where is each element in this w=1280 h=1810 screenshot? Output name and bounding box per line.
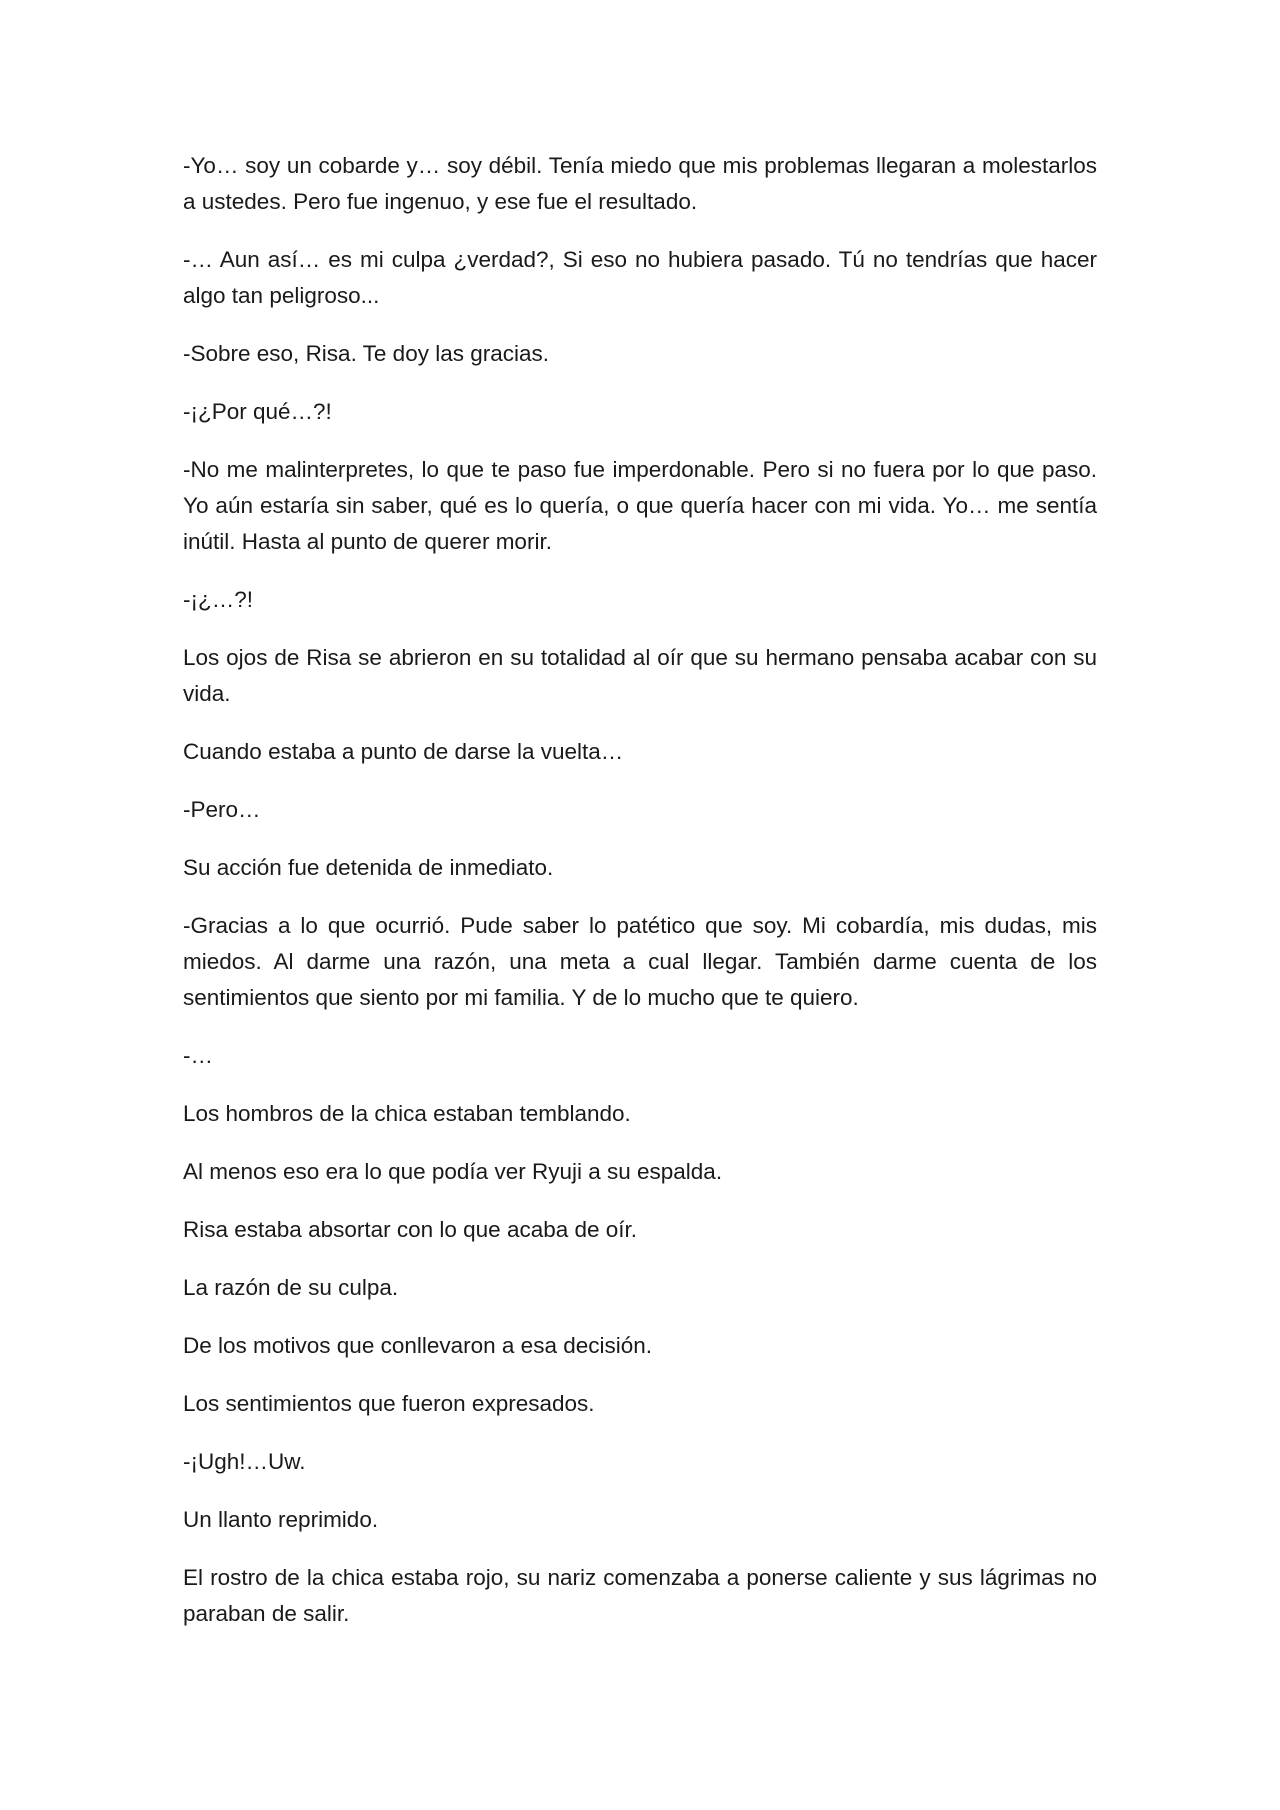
paragraph-3: -Sobre eso, Risa. Te doy las gracias. xyxy=(183,341,550,366)
paragraph-18: Los sentimientos que fueron expresados. xyxy=(183,1391,595,1416)
paragraph-6: -¡¿…?! xyxy=(183,587,253,612)
paragraph-16: La razón de su culpa. xyxy=(183,1275,399,1300)
paragraph-5: -No me malinterpretes, lo que te paso fue imperdonable. Pero si no fuera por lo que paso. Yo aún estaría sin saber, qué es lo quería, o que quería hacer con mi vida. Yo… me sentía inútil. Hasta al punto de querer morir. xyxy=(183,457,1097,554)
paragraph-21: El rostro de la chica estaba rojo, su nariz comenzaba a ponerse caliente y sus lágrimas no paraban de salir. xyxy=(183,1565,1097,1626)
paragraph-2: -… Aun así… es mi culpa ¿verdad?, Si eso no hubiera pasado. Tú no tendrías que hacer algo tan peligroso... xyxy=(183,247,1097,308)
paragraph-20: Un llanto reprimido. xyxy=(183,1507,379,1532)
paragraph-15: Risa estaba absortar con lo que acaba de oír. xyxy=(183,1217,638,1242)
paragraph-14: Al menos eso era lo que podía ver Ryuji a su espalda. xyxy=(183,1159,723,1184)
paragraph-8: Cuando estaba a punto de darse la vuelta… xyxy=(183,739,624,764)
paragraph-11: -Gracias a lo que ocurrió. Pude saber lo patético que soy. Mi cobardía, mis dudas, mis miedos. Al darme una razón, una meta a cual llegar. También darme cuenta de los sentimientos que siento por mi familia. Y de lo mucho que te quiero. xyxy=(183,913,1097,1010)
paragraph-12: -… xyxy=(183,1043,213,1068)
paragraph-4: -¡¿Por qué…?! xyxy=(183,399,332,424)
paragraph-13: Los hombros de la chica estaban temblando. xyxy=(183,1101,631,1126)
paragraph-1: -Yo… soy un cobarde y… soy débil. Tenía miedo que mis problemas llegaran a molestarlos a ustedes. Pero fue ingenuo, y ese fue el resultado. xyxy=(183,153,1097,214)
paragraph-10: Su acción fue detenida de inmediato. xyxy=(183,855,554,880)
paragraph-7: Los ojos de Risa se abrieron en su totalidad al oír que su hermano pensaba acabar con su vida. xyxy=(183,645,1097,706)
paragraph-17: De los motivos que conllevaron a esa decisión. xyxy=(183,1333,653,1358)
paragraph-19: -¡Ugh!…Uw. xyxy=(183,1449,306,1474)
paragraph-9: -Pero… xyxy=(183,797,261,822)
